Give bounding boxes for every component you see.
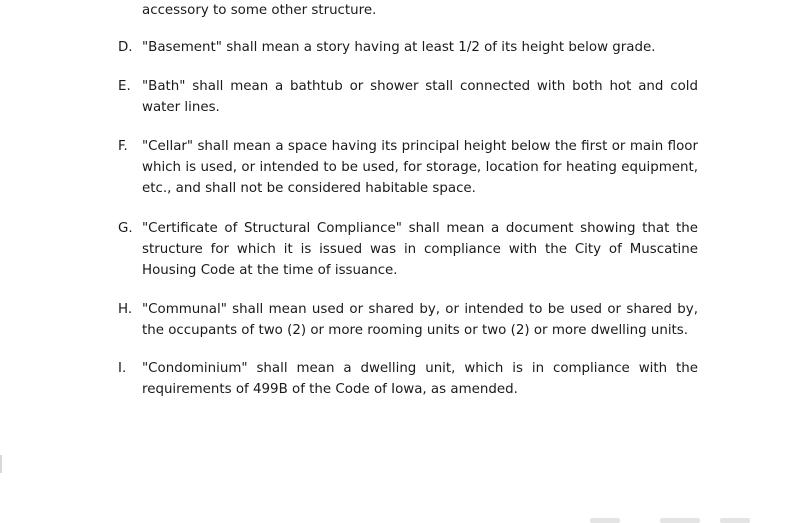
definition-letter: E. [118,79,131,94]
continued-text-fragment: accessory to some other structure. [142,3,377,18]
definition-item-condominium [118,358,698,400]
definition-text: "Cellar" shall mean a space having its principal height below the first or main floor which is used, or intended to be used, for storage, location for heating equipment, etc., and shall not be considered habitable space. [142,139,698,196]
definition-item-communal [118,299,698,341]
definition-letter: F. [118,139,128,154]
definition-letter: D. [118,40,133,55]
definition-text: "Basement" shall mean a story having at least 1/2 of its height below grade. [142,40,656,55]
definition-text: "Condominium" shall mean a dwelling unit, which is in compliance with the requirements of 499B of the Code of Iowa, as amended. [142,361,698,397]
definition-item-certificate [118,218,698,281]
definition-letter: I. [118,361,127,376]
definition-text: "Communal" shall mean used or shared by, or intended to be used or shared by, the occupants of two (2) or more rooming units or two (2) or more dwelling units. [142,302,698,338]
scan-smudge [590,518,620,523]
definition-letter: H. [118,302,133,317]
scan-edge-mark [0,455,2,473]
scan-smudge [720,518,750,523]
definition-item-bath [118,76,698,118]
definition-text: "Certificate of Structural Compliance" shall mean a document showing that the structure for which it is issued was in compliance with the City of Muscatine Housing Code at the time of issuance. [142,221,698,278]
definition-text: "Bath" shall mean a bathtub or shower stall connected with both hot and cold water lines. [142,79,698,115]
scan-smudge [660,518,700,523]
definition-item-cellar [118,136,698,199]
definition-letter: G. [118,221,133,236]
definition-item-basement [118,37,698,58]
